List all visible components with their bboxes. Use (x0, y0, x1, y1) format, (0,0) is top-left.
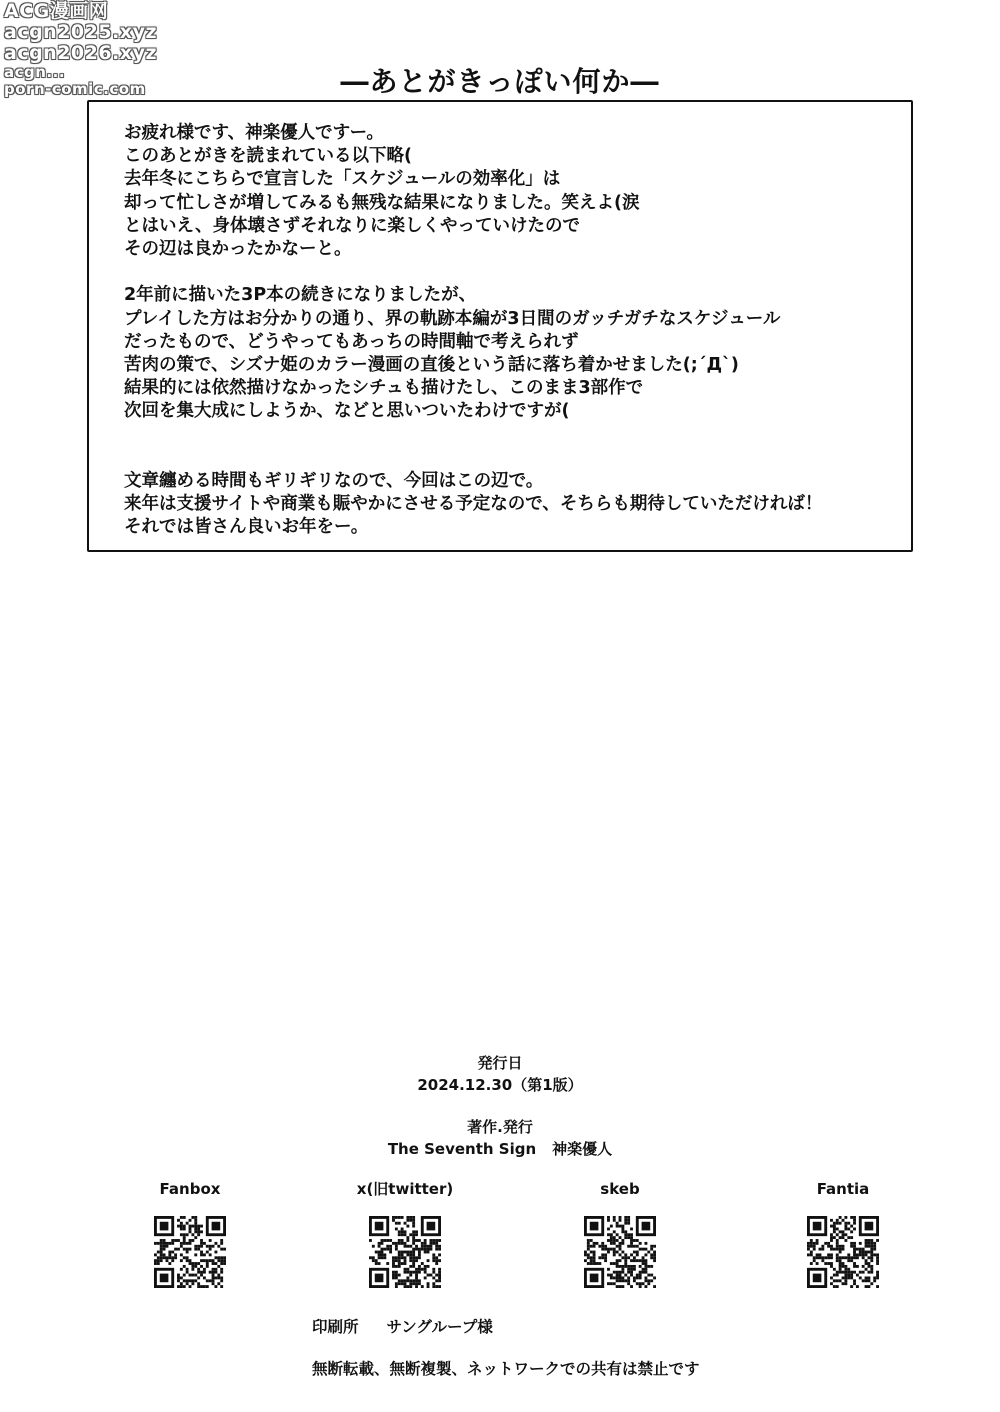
link-skeb[interactable] (540, 1180, 700, 1288)
link-fantia[interactable] (763, 1180, 923, 1288)
afterword-box (87, 100, 913, 552)
watermark-line: acgn... (4, 63, 66, 81)
qr-code-icon[interactable] (584, 1216, 656, 1288)
qr-code-icon[interactable] (807, 1216, 879, 1288)
edition: （第1版） (512, 1076, 583, 1094)
afterword-line: その辺は良かったかなーと。 (124, 238, 352, 259)
link-x[interactable] (325, 1180, 485, 1288)
afterword-line: お疲れ様です、神楽優人ですー。 (124, 123, 384, 143)
afterword-line: 文章纏める時間もギリギリなので、今回はこの辺で。 (124, 470, 544, 491)
afterword-line: プレイした方はお分かりの通り、界の軌跡本編が3日間のガッチガチなスケジュール (124, 308, 781, 329)
issue-date (0, 1074, 1000, 1095)
afterword-line: それでは皆さん良いお年をー。 (124, 517, 369, 538)
circle-name: The Seventh Sign (387, 1140, 537, 1158)
afterword-line: 苦肉の策で、シズナ姫のカラー漫画の直後という話に落ち着かせました(;´Д`) (124, 354, 739, 375)
social-links (0, 1180, 1000, 1300)
afterword-line: 去年冬にこちらで宣言した「スケジュールの効率化」は (124, 169, 561, 190)
watermark-line: ACG漫画网 (4, 0, 109, 22)
author-label: 著作.発行 (467, 1118, 533, 1136)
printer-line (312, 1315, 493, 1337)
link-label: skeb (600, 1180, 640, 1198)
afterword-line: だったもので、どうやってもあっちの時間軸で考えられず (124, 331, 579, 352)
printer-label: 印刷所 (312, 1318, 359, 1336)
afterword-line: このあとがきを読まれている以下略( (124, 146, 412, 167)
printer-name: サングループ様 (386, 1318, 493, 1336)
afterword-line: 却って忙しさが増してみるも無残な結果になりました。笑えよ(涙 (124, 192, 640, 213)
qr-code-icon[interactable] (369, 1216, 441, 1288)
link-label: Fantia (816, 1180, 870, 1198)
afterword-line: 2年前に描いた3P本の続きになりましたが、 (124, 285, 477, 306)
author-name: 神楽優人 (552, 1140, 613, 1158)
link-label: x(旧twitter) (356, 1180, 454, 1198)
afterword-line: とはいえ、身体壊さずそれなりに楽しくやっていけたので (124, 215, 581, 236)
watermark-line: porn-comic.com (4, 80, 146, 98)
page-title: ―あとがきっぽい何か― (340, 65, 660, 98)
afterword-line: 来年は支援サイトや商業も賑やかにさせる予定なので、そちらも期待していただければ！ (124, 494, 823, 515)
afterword-line: 次回を集大成にしようか、などと思いついたわけですが( (124, 401, 570, 422)
issue-label: 発行日 (477, 1054, 523, 1072)
afterword-line: 結果的には依然描けなかったシチュも描けたし、このまま3部作で (124, 378, 644, 399)
copyright-notice: 無断転載、無断複製、ネットワークでの共有は禁止です (312, 1360, 700, 1378)
author-line (0, 1138, 1000, 1159)
link-label: Fanbox (159, 1180, 221, 1198)
watermark-line: acgn2026.xyz (4, 42, 158, 64)
afterword-text (124, 122, 891, 539)
qr-code-icon[interactable] (154, 1216, 226, 1288)
watermark-line: acgn2025.xyz (4, 21, 158, 43)
link-fanbox[interactable] (110, 1180, 270, 1288)
issue-date-value: 2024.12.30 (417, 1076, 513, 1094)
